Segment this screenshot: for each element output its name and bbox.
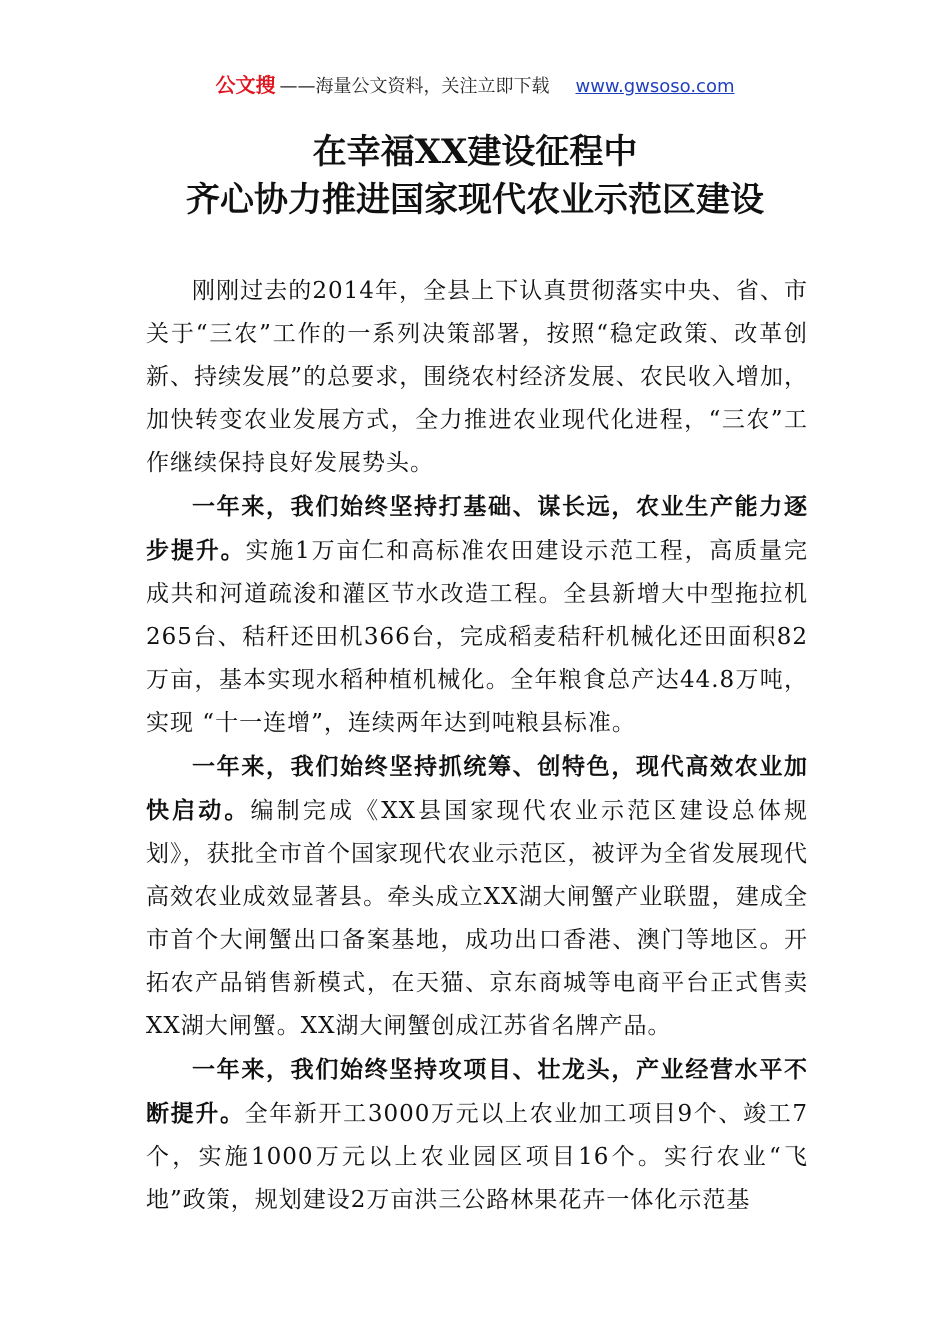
paragraph-text: 实施1万亩仁和高标准农田建设示范工程，高质量完成共和河道疏浚和灌区节水改造工程。全县新增大中型拖拉机265台、秸秆还田机366台，完成稻麦秸秆机械化还田面积82万亩，基本实现水稻种植机械化。全年粮食总产达44.8万吨，实现 “十一连增”，连续两年达到吨粮县标准。 xyxy=(146,538,809,736)
paragraph-lead: 一年来，我们始终坚持攻项目、壮龙头，产业经营水平不断提升。 xyxy=(146,1056,808,1127)
paragraph-modern-agriculture xyxy=(146,745,808,1048)
document-body xyxy=(146,270,808,1222)
paragraph-lead: 一年来，我们始终坚持抓统筹、创特色，现代高效农业加快启动。 xyxy=(146,753,808,824)
paragraph-farming-capacity xyxy=(146,485,808,745)
paragraph-industry-projects xyxy=(146,1048,808,1222)
document-title xyxy=(0,128,950,224)
header-tagline: ——海量公文资料，关注立即下载 xyxy=(279,76,550,97)
page-header xyxy=(0,72,950,100)
website-link[interactable]: www.gwsoso.com xyxy=(575,76,735,97)
brand-logo-text: 公文搜 xyxy=(215,73,276,97)
title-line-2: 齐心协力推进国家现代农业示范区建设 xyxy=(186,180,764,220)
title-line-1: 在幸福XX建设征程中 xyxy=(312,132,638,172)
paragraph-lead: 一年来，我们始终坚持打基础、谋长远，农业生产能力逐步提升。 xyxy=(146,493,808,564)
paragraph-text: 编制完成《XX县国家现代农业示范区建设总体规划》，获批全市首个国家现代农业示范区，被评为全省发展现代高效农业成效显著县。牵头成立XX湖大闸蟹产业联盟，建成全市首个大闸蟹出口备案基地，成功出口香港、澳门等地区。开拓农产品销售新模式，在天猫、京东商城等电商平台正式售卖XX湖大闸蟹。XX湖大闸蟹创成江苏省名牌产品。 xyxy=(146,798,809,1039)
paragraph-text: 刚刚过去的2014年，全县上下认真贯彻落实中央、省、市关于“三农”工作的一系列决策部署，按照“稳定政策、改革创新、持续发展”的总要求，围绕农村经济发展、农民收入增加，加快转变农业发展方式，全力推进农业现代化进程，“三农”工作继续保持良好发展势头。 xyxy=(146,278,808,476)
paragraph-intro xyxy=(146,270,808,485)
paragraph-text: 全年新开工3000万元以上农业加工项目9个、竣工7个，实施1000万元以上农业园区项目16个。实行农业“飞地”政策，规划建设2万亩洪三公路林果花卉一体化示范基 xyxy=(146,1101,808,1213)
